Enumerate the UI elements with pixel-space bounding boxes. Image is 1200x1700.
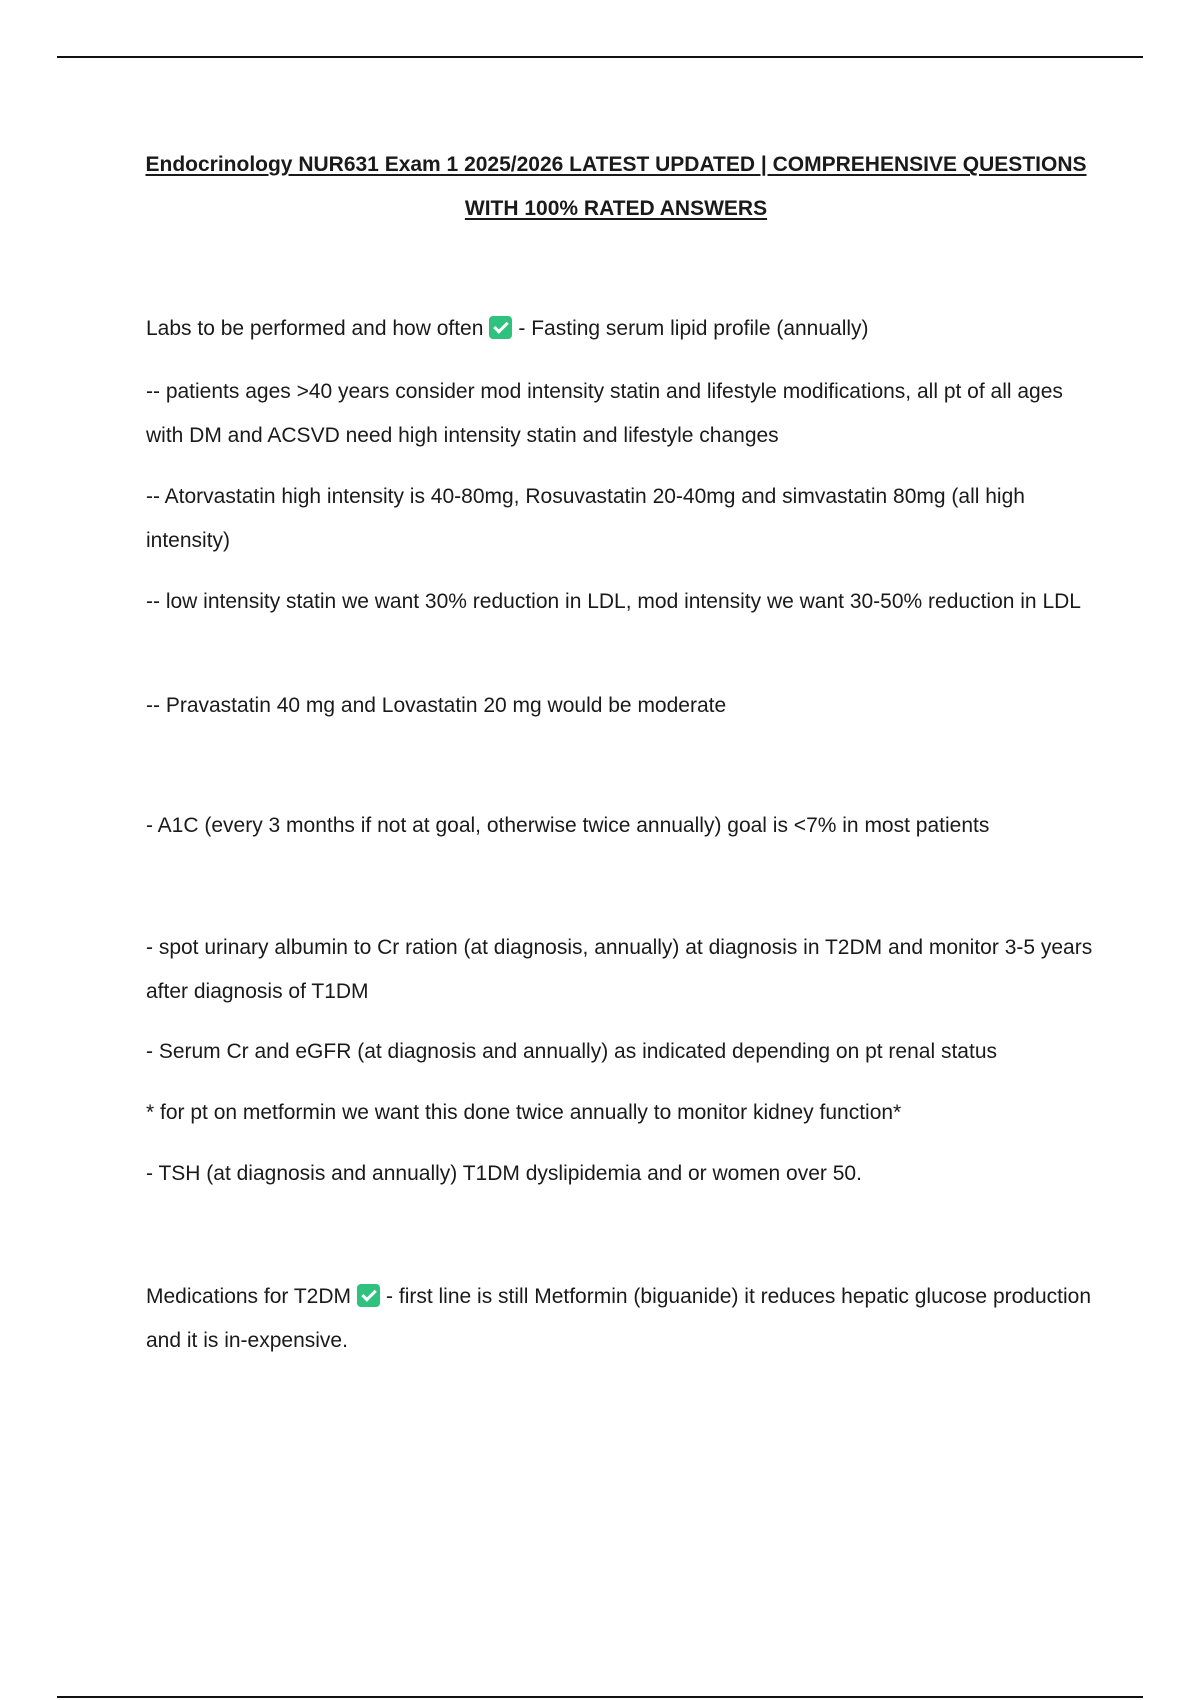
paragraph-urinary-albumin: - spot urinary albumin to Cr ration (at diagnosis, annually) at diagnosis in T2DM and monitor 3-5 years after diagnosis of T1DM (146, 936, 1093, 1003)
question-medications (146, 1275, 1096, 1363)
paragraph-serum-cr: - Serum Cr and eGFR (at diagnosis and annually) as indicated depending on pt renal status (146, 1040, 997, 1063)
title-line-2: WITH 100% RATED ANSWERS (464, 197, 768, 220)
header-divider (57, 56, 1143, 58)
answer-labs-text: - Fasting serum lipid profile (annually) (518, 317, 869, 340)
paragraph-metformin-note: * for pt on metformin we want this done twice annually to monitor kidney function* (146, 1101, 902, 1124)
paragraph-a1c: - A1C (every 3 months if not at goal, otherwise twice annually) goal is <7% in most patients (146, 814, 990, 837)
check-mark-icon (489, 316, 512, 339)
paragraph-tsh: - TSH (at diagnosis and annually) T1DM dyslipidemia and or women over 50. (146, 1162, 862, 1185)
title-line-1: Endocrinology NUR631 Exam 1 2025/2026 LATEST UPDATED | COMPREHENSIVE QUESTIONS (145, 153, 1087, 176)
check-mark-icon (357, 1284, 380, 1307)
answer-medications-text: - first line is still Metformin (biguanide) it reduces hepatic glucose production and it is in-expensive. (146, 1285, 1092, 1352)
paragraph-statin-ages: -- patients ages >40 years consider mod intensity statin and lifestyle modifications, all pt of all ages with DM and ACSVD need high intensity statin and lifestyle changes (146, 380, 1063, 447)
paragraph-high-intensity: -- Atorvastatin high intensity is 40-80mg, Rosuvastatin 20-40mg and simvastatin 80mg (all high intensity) (146, 485, 1025, 552)
paragraph-ldl-reduction: -- low intensity statin we want 30% reduction in LDL, mod intensity we want 30-50% reduction in LDL (146, 590, 1081, 613)
document-title (130, 143, 1102, 231)
paragraph-moderate-statins: -- Pravastatin 40 mg and Lovastatin 20 mg would be moderate (146, 694, 727, 717)
footer-divider (57, 1696, 1143, 1698)
question-labs (146, 307, 1096, 351)
question-medications-text: Medications for T2DM (146, 1285, 352, 1308)
question-labs-text: Labs to be performed and how often (146, 317, 484, 340)
